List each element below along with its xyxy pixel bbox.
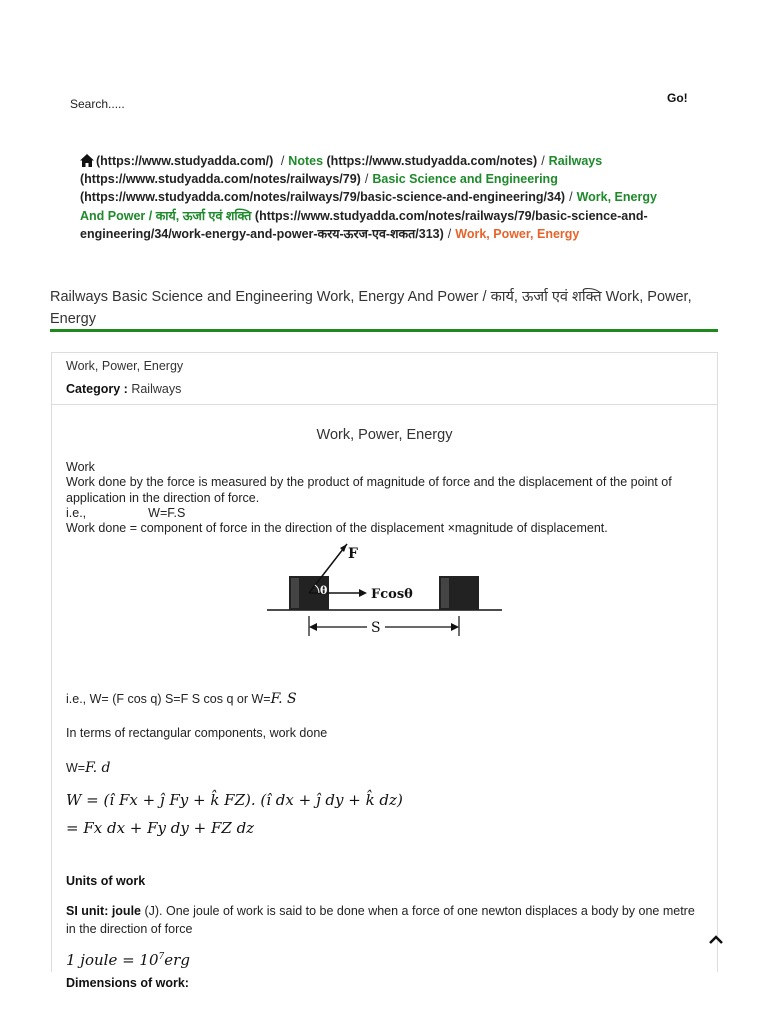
equation-component-form: = Fx dx + Fy dy + FZ dz: [66, 819, 255, 837]
breadcrumb-separator: /: [364, 172, 369, 187]
go-button[interactable]: Go!: [667, 91, 688, 105]
home-link[interactable]: [80, 154, 277, 168]
force-label: F: [348, 546, 358, 562]
work-diagram: [267, 538, 507, 638]
component-line: Work done = component of force in the direction of the displacement ×magnitude of displacement.: [66, 521, 608, 535]
card-header: [52, 353, 717, 405]
card-title: Work, Power, Energy: [66, 359, 184, 373]
work-definition: Work done by the force is measured by the product of magnitude of force and the displacement of the point of application in the direction of force.: [66, 475, 672, 505]
home-icon: [80, 154, 94, 167]
home-link-url: (https://www.studyadda.com/): [96, 154, 274, 168]
breadcrumb-separator: /: [280, 154, 285, 168]
heading-divider: [50, 329, 718, 332]
equation-vector-form: W = (î Fx + ĵ Fy + k̂ FZ). (î dx + ĵ dy + k̂ dz): [66, 791, 403, 809]
note-card: [51, 352, 718, 990]
component-label: Fcosθ: [371, 587, 413, 602]
breadcrumb: [80, 152, 670, 243]
ie-cos-line: i.e., W= (F cos q) S=F S cos q or W=F. S: [66, 691, 297, 707]
railways-link[interactable]: Railways (https://www.studyadda.com/notes/railways/79): [80, 154, 603, 187]
si-unit-paragraph: SI unit: joule (J). One joule of work is said to be done when a force of one newton displaces a body by one metre in the direction of force: [66, 904, 695, 936]
angle-label: θ: [320, 584, 328, 597]
article-title: Work, Power, Energy: [316, 427, 453, 443]
search-input[interactable]: Search.....: [70, 97, 125, 111]
ie-line: i.e., W=F.S: [66, 506, 186, 520]
rect-intro: In terms of rectangular components, work done: [66, 726, 328, 740]
breadcrumb-separator: /: [447, 226, 452, 241]
scroll-to-top-icon[interactable]: [707, 932, 725, 946]
w-dot-line: W=F. d: [66, 760, 111, 776]
work-heading: Work: [66, 460, 95, 474]
page-heading: Railways Basic Science and Engineering Work, Energy And Power / कार्य, ऊर्जा एवं शक्ति Work, Power, Energy: [50, 289, 692, 327]
displacement-label: S: [371, 620, 381, 636]
basic-science-link[interactable]: Basic Science and Engineering (https://www.studyadda.com/notes/railways/79/basic-science-and-engineering/34): [80, 172, 566, 205]
dimensions-heading: Dimensions of work:: [66, 976, 189, 990]
card-category: Category : Railways: [66, 382, 182, 396]
category-value[interactable]: Railways: [131, 382, 182, 396]
units-heading: Units of work: [66, 874, 146, 888]
breadcrumb-separator: /: [541, 154, 545, 168]
work-energy-power-link[interactable]: Work, Energy And Power / कार्य, ऊर्जा एवं शक्ति (https://www.studyadda.com/notes/railways/79/basic-science-and-engineering/34/work-energy-and-power-करय-ऊरज-एव-शकत/313): [80, 190, 657, 241]
breadcrumb-separator: /: [569, 190, 573, 205]
current-page-crumb: Work, Power, Energy: [455, 226, 580, 241]
notes-link[interactable]: Notes (https://www.studyadda.com/notes): [288, 154, 538, 168]
joule-equation: 1 joule = $10^7erg$: [66, 951, 190, 969]
